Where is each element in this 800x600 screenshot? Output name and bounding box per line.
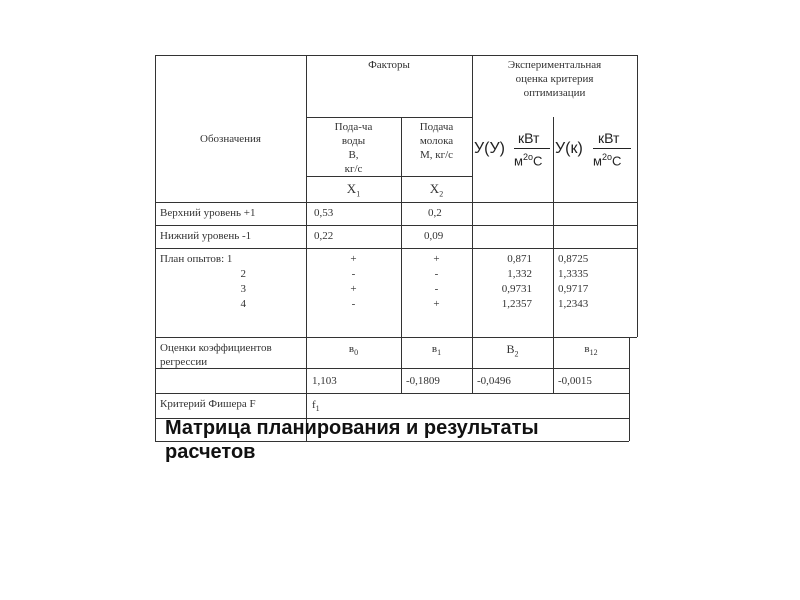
formula-y-u-denominator: м [514,153,523,169]
plan-x1-sign: - [351,268,356,280]
row-upper-x2: 0,2 [428,207,442,219]
header-factor2 [401,120,472,162]
formula-y-u-unit: С [532,153,543,169]
plan-number: 3 [240,283,246,295]
formula-y-k-denominator: м [593,153,602,169]
header-factor1-line: Пода-ча [334,121,373,133]
x1-subscript: 1 [356,189,361,199]
header-factor2-line: молока [419,135,454,147]
plan-y1-value: 0,871 [507,253,532,265]
header-x2 [401,182,472,202]
header-evaluation-line: оценка критерия [515,73,594,85]
formula-y-u-fraction-bar [514,148,550,149]
coef-b1 [401,342,472,360]
coef-b2-symbol: В [506,342,515,356]
fisher-f1 [312,398,320,416]
header-factor1-line: кг/с [344,163,363,175]
row-lower-x2: 0,09 [424,230,444,242]
plan-y2-value: 0,8725 [558,253,589,265]
coef-value-b1: -0,1809 [406,375,440,387]
formula-y-k [555,118,637,176]
formula-y-u-degree: о [527,152,533,162]
x2-subscript: 2 [439,189,444,199]
plan-y1-value: 1,2357 [501,298,532,310]
formula-y-k-power: 2 [601,152,607,162]
plan-x1-sign: - [351,298,356,310]
row-plan-x2 [401,252,472,312]
coef-b1-symbol: в [431,343,438,355]
formula-y-u-left: У(У) [474,140,505,157]
header-evaluation-line: оптимизации [523,87,586,99]
coef-value-b0: 1,103 [312,375,337,387]
coef-b12-symbol: в [584,343,590,355]
formula-y-k-unit: С [611,153,622,169]
formula-y-u-numerator: кВт [518,130,540,146]
header-factors: Факторы [368,59,410,71]
plan-x2-sign: + [433,253,440,265]
x1-symbol: X [346,181,357,196]
formula-y-u-power: 2 [522,152,528,162]
header-factor1-line: воды [341,135,366,147]
plan-number: 2 [240,268,246,280]
row-lower-label: Нижний уровень -1 [160,230,252,242]
row-plan-y1 [472,252,532,312]
coef-b0 [306,342,401,360]
row-upper-label: Верхний уровень +1 [160,207,256,219]
plan-x2-sign: + [433,298,440,310]
plan-x2-sign: - [434,268,439,280]
plan-y1-value: 0,9731 [501,283,532,295]
row-lower-x1: 0,22 [314,230,334,242]
formula-y-k-left: У(к) [555,140,583,157]
coef-b12 [553,342,629,360]
header-factor1-line: В, [348,149,359,161]
coef-b12-subscript: 12 [589,348,598,358]
plan-y2-value: 1,2343 [558,298,589,310]
plan-y2-value: 1,3335 [558,268,589,280]
row-fisher-label: Критерий Фишера F [160,398,256,410]
row-plan-y2 [558,252,634,312]
coef-b2-subscript: 2 [514,349,519,359]
formula-y-k-degree: о [606,152,612,162]
header-factor2-line: М, кг/с [419,149,454,161]
header-evaluation-line: Экспериментальная [507,59,602,71]
coef-b0-subscript: 0 [354,348,359,358]
row-regression-label [160,341,305,369]
plan-number: 4 [240,298,246,310]
plan-label-text: План опытов: 1 [160,253,233,265]
coef-b0-symbol: в [348,343,355,355]
fisher-f1-symbol: f [312,399,316,411]
coef-value-b12: -0,0015 [558,375,592,387]
formula-y-k-numerator: кВт [598,130,620,146]
coef-value-b2: -0,0496 [477,375,511,387]
header-factor2-line: Подача [419,121,454,133]
coef-b2 [472,342,553,361]
header-x1 [306,182,401,202]
row-plan-x1 [306,252,401,312]
plan-y1-value: 1,332 [507,268,532,280]
plan-y2-value: 0,9717 [558,283,589,295]
formula-y-u [474,118,553,176]
plan-x1-sign: + [350,283,357,295]
header-designation: Обозначения [200,133,261,145]
regression-label-line: регрессии [160,356,208,368]
formula-y-k-fraction-bar [593,148,631,149]
row-plan-label [160,252,250,312]
plan-x2-sign: - [434,283,439,295]
coef-b1-subscript: 1 [437,348,442,358]
caption: Матрица планирования и результаты расчетов [165,417,539,463]
x2-symbol: X [429,181,440,196]
header-evaluation [472,58,637,100]
fisher-f1-subscript: 1 [315,404,320,414]
plan-x1-sign: + [350,253,357,265]
row-upper-x1: 0,53 [314,207,334,219]
header-factor1 [306,120,401,176]
regression-label-line: Оценки коэффициентов [160,342,272,354]
